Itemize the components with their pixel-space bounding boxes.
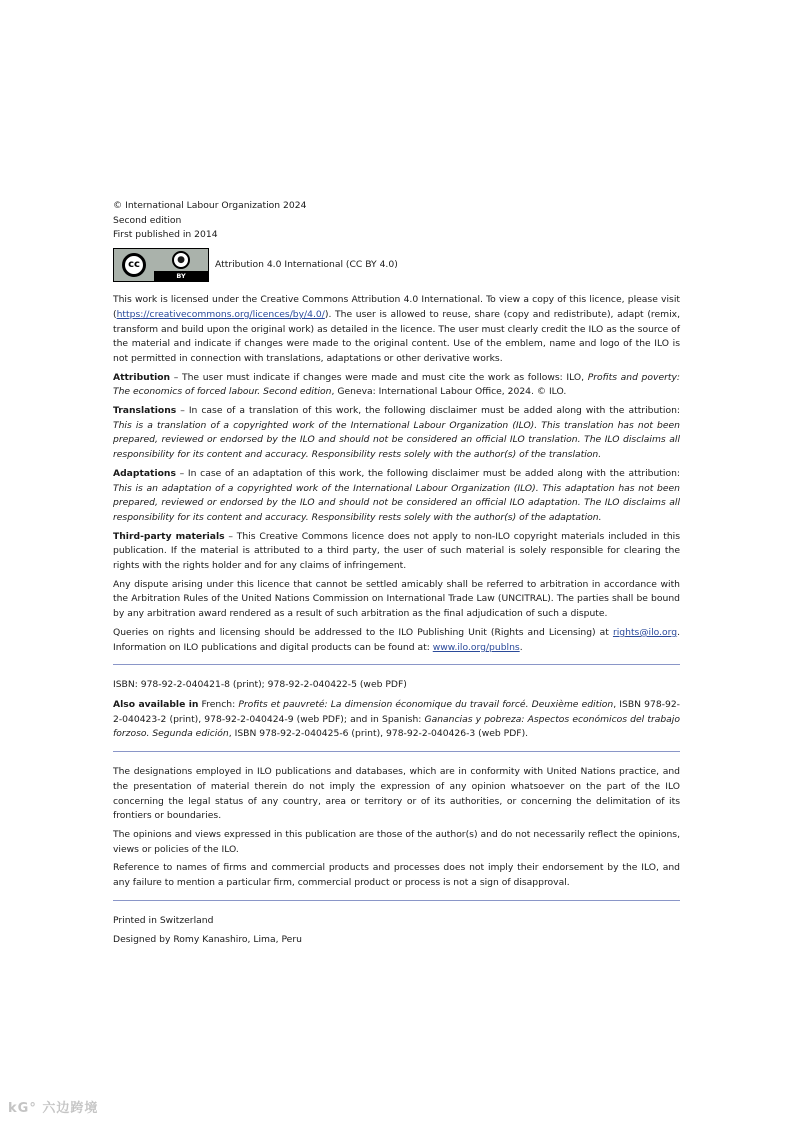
email-link[interactable]: rights@ilo.org	[612, 626, 678, 638]
license-link[interactable]: https://creativecommons.org/licences/by/4.0/	[116, 308, 325, 320]
attribution-paragraph: Attribution – The user must indicate if changes were made and must cite the work as follows: ILO, Profits and poverty: The economics of forced labour. Second edition, Geneva: International Labour Office, 2024. © ILO.	[113, 371, 681, 398]
license-label: Attribution 4.0 International (CC BY 4.0)	[215, 258, 398, 270]
cc-logo-icon: cc	[114, 249, 154, 281]
designed-line: Designed by Romy Kanashiro, Lima, Peru	[113, 934, 302, 946]
cc-by-badge	[113, 248, 209, 282]
third-party-paragraph: Third-party materials – This Creative Commons licence does not apply to non-ILO copyright materials included in this publication. If the material is attributed to a third party, the user of such material is solely responsible for clearing the rights with the rights holder and for any claims of infringement.	[113, 530, 680, 572]
watermark-logo: kG° 六边跨境	[8, 1101, 99, 1116]
third-party-label: Third-party materials	[113, 530, 225, 542]
publications-link[interactable]: www.ilo.org/publns	[432, 641, 520, 653]
edition-line: Second edition	[113, 214, 182, 226]
first-published-line: First published in 2014	[113, 229, 218, 241]
printed-line: Printed in Switzerland	[113, 914, 214, 926]
divider	[113, 900, 680, 901]
by-label: BY	[154, 271, 208, 281]
person-icon: ●	[172, 251, 190, 269]
license-row	[113, 248, 680, 282]
adaptations-label: Adaptations	[113, 467, 176, 479]
translations-paragraph: Translations – In case of a translation of this work, the following disclaimer must be added along with the attribution: This is a translation of a copyrighted work of the International Labour Organization (ILO). This translation has not been prepared, reviewed or endorsed by the ILO and should not be considered an official ILO translation. The ILO disclaims all responsibility for its content and accuracy. Responsibility rests solely with the author(s) of the translation.	[113, 405, 680, 461]
queries-paragraph: Queries on rights and licensing should be addressed to the ILO Publishing Unit (Rights and Licensing) at rights@ilo.org. Information on ILO publications and digital products can be found at: www.ilo.org/publns.	[113, 626, 680, 653]
adaptations-paragraph: Adaptations – In case of an adaptation of this work, the following disclaimer must be added along with the attribution: This is an adaptation of a copyrighted work of the International Labour Organization (ILO). This adaptation has not been prepared, reviewed or endorsed by the ILO and should not be considered an official ILO adaptation. The ILO disclaims all responsibility for its content and accuracy. Responsibility rests solely with the author(s) of the adaptation.	[113, 467, 680, 523]
translations-label: Translations	[113, 405, 177, 417]
designations-paragraph: The designations employed in ILO publications and databases, which are in conformity with United Nations practice, and the presentation of material therein do not imply the expression of any opinion whatsoever on the part of the ILO concerning the legal status of any country, area or territory or of its authorities, or concerning the delimitation of its frontiers or boundaries.	[113, 766, 680, 822]
opinions-paragraph: The opinions and views expressed in this publication are those of the author(s) and do not necessarily reflect the opinions, views or policies of the ILO.	[113, 828, 680, 855]
divider	[113, 751, 680, 752]
also-available-paragraph: Also available in French: Profits et pauvreté: La dimension économique du travail forcé. Deuxième edition, ISBN 978-92-2-040423-2 (print), 978-92-2-040424-9 (web PDF); and in Spanish: Ganancias y pobreza: Aspectos económicos del trabajo forzoso. Segunda edición, ISBN 978-92-2-040425-6 (print), 978-92-2-040426-3 (web PDF).	[113, 698, 680, 740]
copyright-line: © International Labour Organization 2024	[113, 200, 307, 211]
imprint-page	[113, 199, 680, 952]
license-paragraph: This work is licensed under the Creative Commons Attribution 4.0 International. To view a copy of this licence, please visit (https://creativecommons.org/licences/by/4.0/). The user is allowed to reuse, share (copy and redistribute), adapt (remix, transform and build upon the original work) as detailed in the licence. The user must clearly credit the ILO as the source of the material and indicate if changes were made to the original content. Use of the emblem, name and logo of the ILO is not permitted in connection with translations, adaptations or other derivative works.	[113, 294, 680, 364]
also-available-label: Also available in	[113, 698, 199, 710]
reference-paragraph: Reference to names of firms and commercial products and processes does not imply their endorsement by the ILO, and any failure to mention a particular firm, commercial product or process is not a sign of disapproval.	[113, 862, 680, 889]
imprint-header	[113, 199, 680, 243]
divider	[113, 664, 680, 665]
dispute-paragraph: Any dispute arising under this licence that cannot be settled amicably shall be referred to arbitration in accordance with the Arbitration Rules of the United Nations Commission on International Trade Law (UNCITRAL). The parties shall be bound by any arbitration award rendered as a result of such arbitration as the final adjudication of such a dispute.	[113, 578, 680, 620]
attribution-label: Attribution	[113, 371, 171, 383]
isbn-line: ISBN: 978-92-2-040421-8 (print); 978-92-2-040422-5 (web PDF)	[113, 679, 407, 691]
